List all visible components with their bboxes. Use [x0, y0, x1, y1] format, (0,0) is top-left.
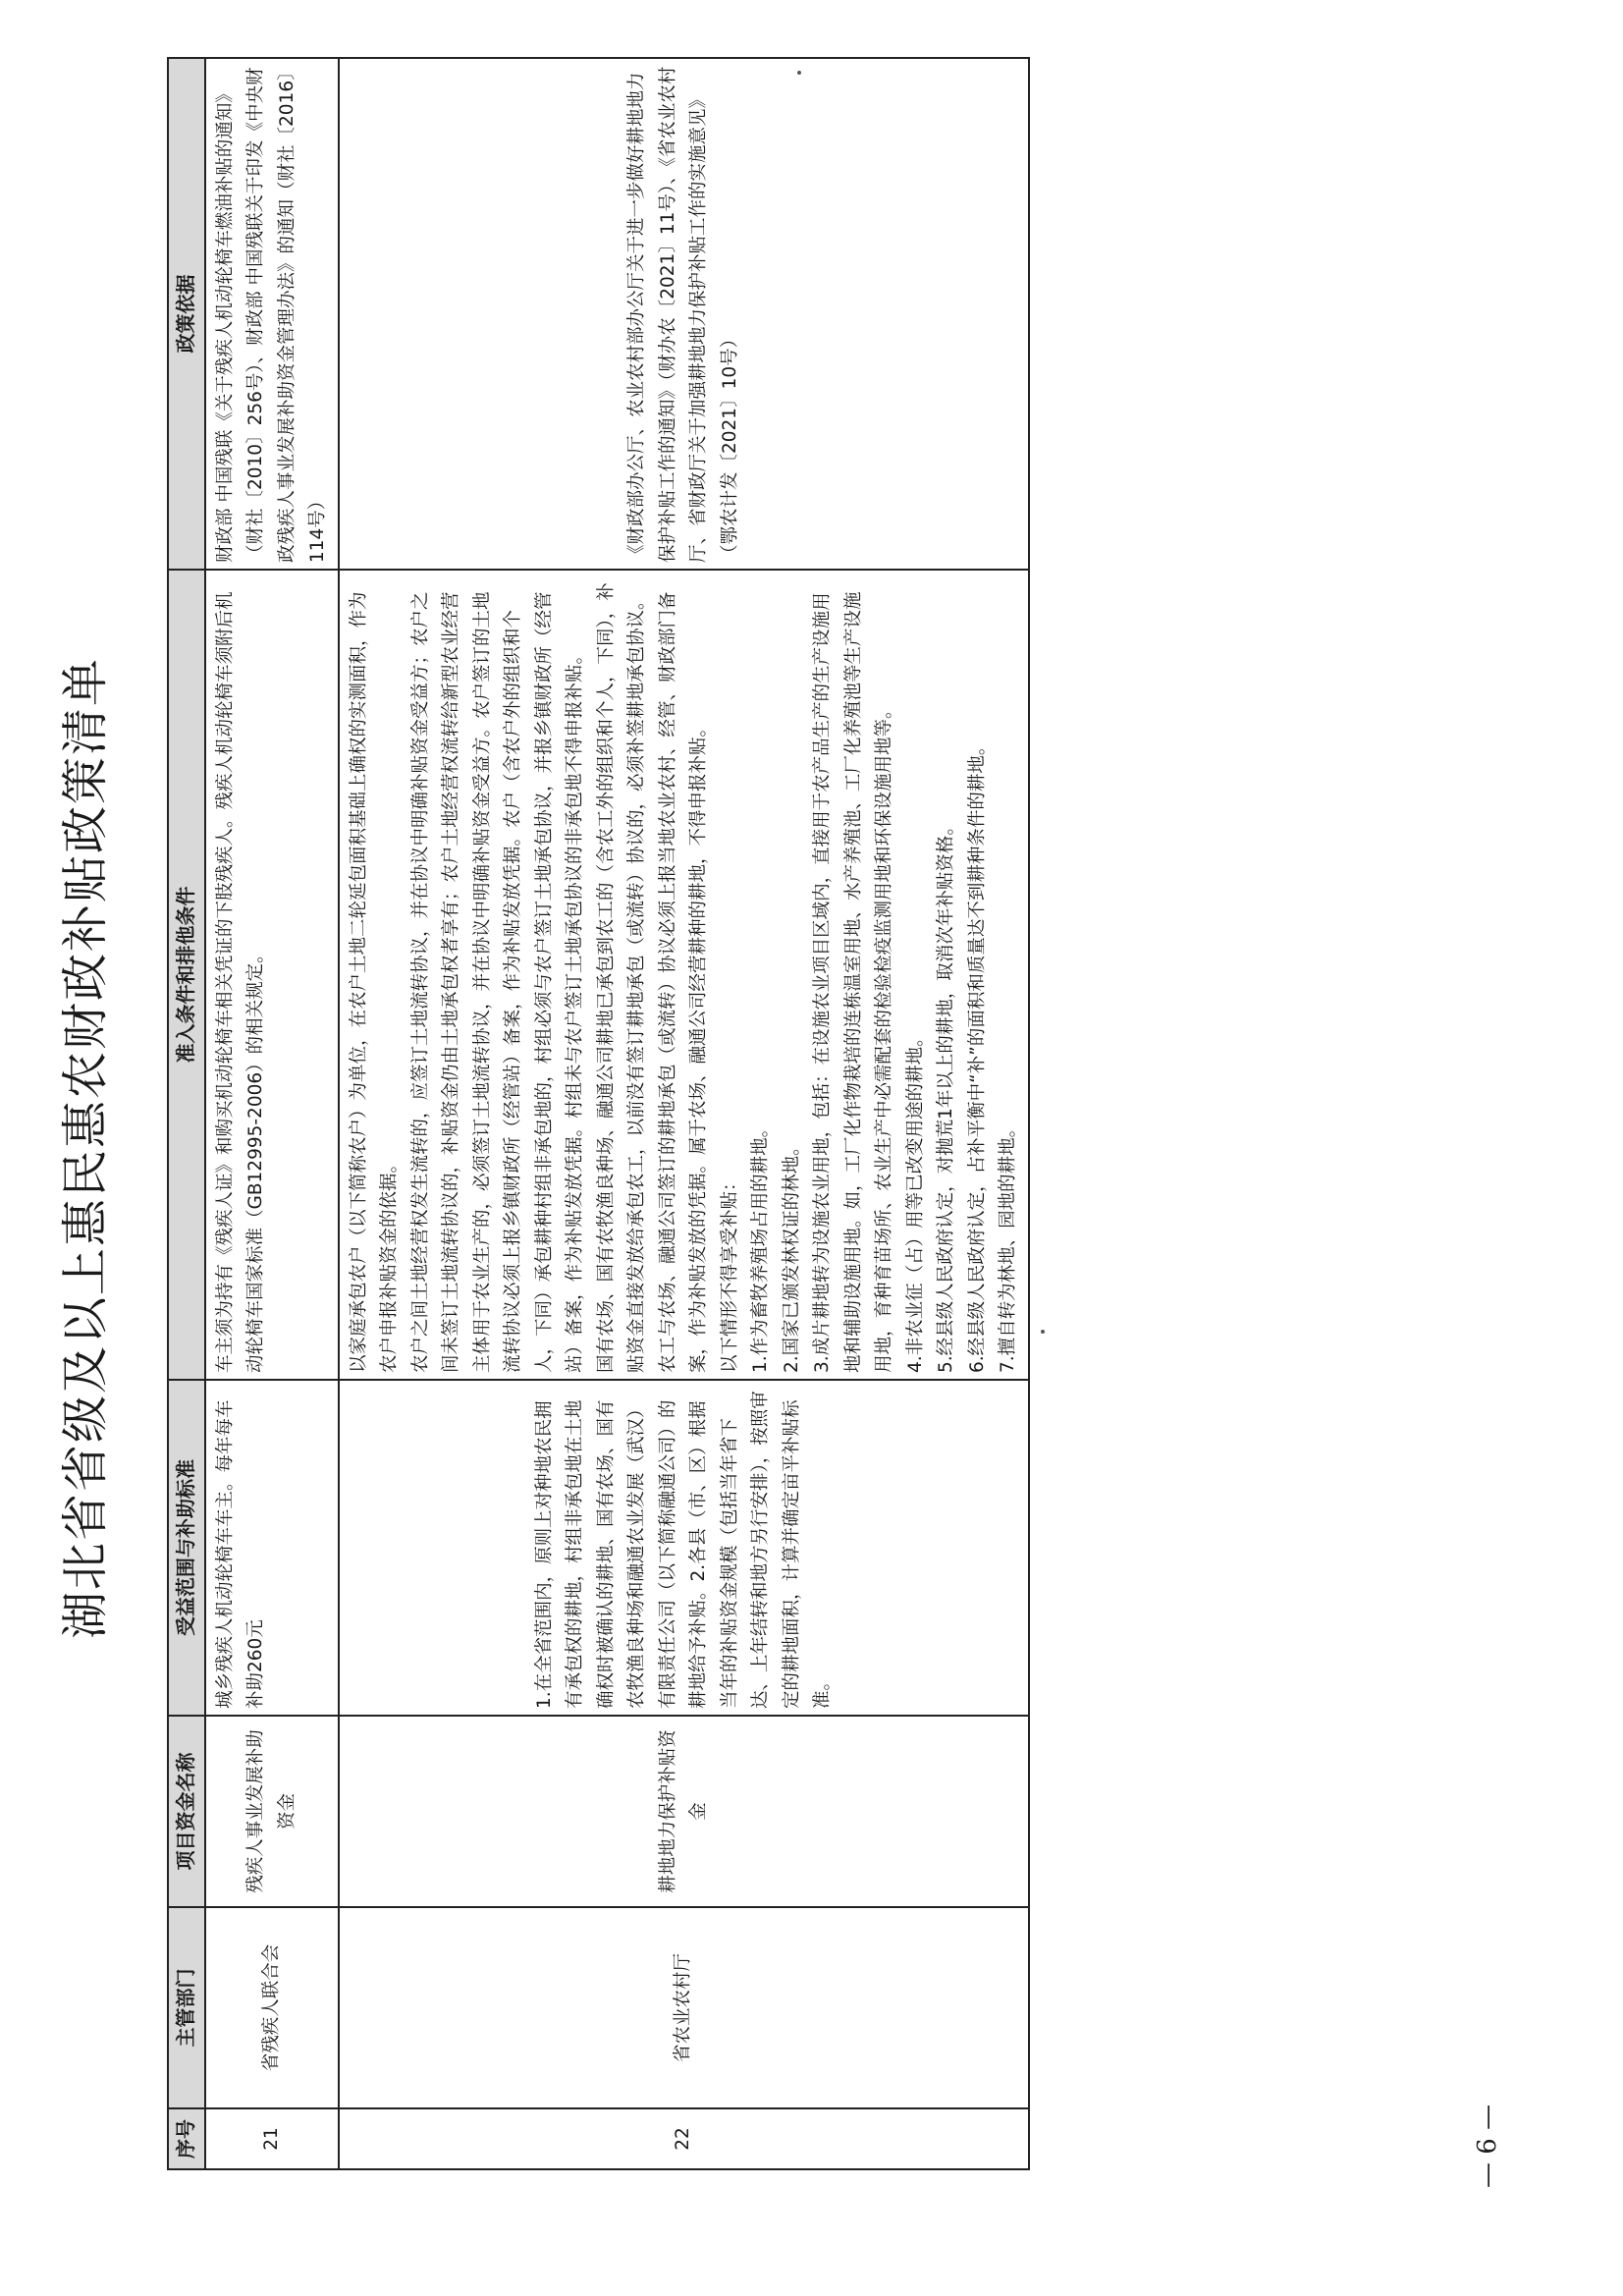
header-scope: 受益范围与补助标准 — [168, 1380, 205, 1716]
page-title: 湖北省省级及以上惠民惠农财政补贴政策清单 — [58, 657, 113, 1640]
condition-line: 4.非农业征（占）用等已改变用途的耕地。 — [904, 1028, 926, 1373]
table-row — [205, 58, 339, 2169]
row-seq: 21 — [205, 2108, 339, 2169]
row-basis: 《财政部办公厅、农业农村部办公厅关于进一步做好耕地地力保护补贴工作的通知》（财办农〔2021〕11号）、《省农业农村厅、省财政厅关于加强耕地地力保护补贴工作的实施意见》（鄂农计发〔2021〕10号） — [339, 58, 1029, 570]
row-scope: 1.在全省范围内，原则上对种地农民拥有承包权的耕地，村组非承包地在土地确权时被确认的耕地、国有农场、国有农牧渔良种场和融通农业发展（武汉）有限责任公司（以下简称融通公司）的耕地给予补贴。2.各县（市、区）根据当年的补贴资金规模（包括当年省下达、上年结转和地方另行安排），按照审定的耕地面积，计算并确定亩平补贴标准。 — [339, 1380, 1029, 1716]
header-dept: 主管部门 — [168, 1907, 205, 2108]
condition-line: 7.擅自转为林地、园地的耕地。 — [998, 1119, 1018, 1373]
header-seq: 序号 — [168, 2108, 205, 2169]
policy-table — [167, 57, 1030, 2170]
condition-line: 6.经县级人民政府认定，占补平衡中“补”的面积和质量达不到耕种条件的耕地。 — [966, 737, 988, 1373]
row-dept: 省农业农村厅 — [339, 1907, 1029, 2108]
table-row — [339, 58, 1029, 2169]
scan-speck — [797, 71, 801, 75]
table-header-row — [168, 58, 205, 2169]
header-conditions: 准入条件和排他条件 — [168, 570, 205, 1380]
condition-line: 1.作为畜牧养殖场占用的耕地。 — [750, 1119, 771, 1373]
scan-speck — [1041, 1330, 1045, 1334]
condition-line: 车主须为持有《残疾人证》和购买机动轮椅车相关凭证的下肢残疾人。残疾人机动轮椅车须附后机动轮椅车国家标准（GB12995-2006）的相关规定。 — [214, 591, 266, 1373]
row-seq: 22 — [339, 2108, 1029, 2169]
page-number: — 6 — — [1473, 2104, 1502, 2188]
row-conditions — [205, 570, 339, 1380]
condition-line: 2.国家已颁发林权证的林地。 — [781, 1137, 802, 1373]
condition-line: 以下情形不得享受补贴： — [719, 1173, 740, 1373]
row-scope: 城乡残疾人机动轮椅车车主。每年每车补助260元 — [205, 1380, 339, 1716]
row-dept: 省残疾人联合会 — [205, 1907, 339, 2108]
condition-line: 农户之间土地经营权发生流转的，应签订土地流转协议，并在协议中明确补贴资金受益方；农户之间未签订土地流转协议的，补贴资金仍由土地承包权者享有；农户土地经营权流转给新型农业经营主体用于农业生产的，必须签订土地流转协议，并在协议中明确补贴资金受益方。农户签订的土地流转协议必须上报乡镇财政所（经管站）备案，作为补贴发放凭据。农户（含农户外的组织和个人，下同）承包耕种村组非承包地的，村组必须与农户签订土地承包协议，并报乡镇财政所（经管站）备案，作为补贴发放凭据。村组未与农户签订土地承包协议的非承包地不得申报补贴。 — [409, 591, 585, 1373]
header-project: 项目资金名称 — [168, 1716, 205, 1907]
row-basis: 财政部 中国残联《关于残疾人机动轮椅车燃油补贴的通知》（财社〔2010〕256号）、财政部 中国残联关于印发《中央财政残疾人事业发展补助资金管理办法》的通知（财社〔2016〕114号） — [205, 58, 339, 570]
condition-line: 3.成片耕地转为设施农业用地，包括：在设施农业项目区域内，直接用于农产品生产的生产设施用地和辅助设施用地。如，工厂化作物栽培的连栋温室用地、水产养殖池、工厂化养殖池等生产设施用地，育种育苗场所、农业生产中必需配套的检验检疫监测用地和环保设施用地等。 — [812, 591, 894, 1373]
condition-line: 国有农场、国有农牧渔良种场、融通公司耕地已承包到农工的（含农工外的组织和个人，下同），补贴资金直接发放给承包农工，以前没有签订耕地承包（或流转）协议的，必须补签耕地承包协议。农工与农场、融通公司签订的耕地承包（或流转）协议必须上报当地农业农村、经管、财政部门备案，作为补贴发放的凭据。属于农场、融通公司经营耕种的耕地，不得申报补贴。 — [595, 582, 709, 1373]
header-basis: 政策依据 — [168, 58, 205, 570]
row-project: 残疾人事业发展补助资金 — [205, 1716, 339, 1907]
condition-line: 5.经县级人民政府认定，对抛荒1年以上的耕地，取消次年补贴资格。 — [936, 817, 956, 1373]
row-conditions — [339, 570, 1029, 1380]
row-project: 耕地地力保护补贴资金 — [339, 1716, 1029, 1907]
condition-line: 以家庭承包农户（以下简称农户）为单位，在农户土地二轮延包面积基础上确权的实测面积，作为农户申报补贴资金的依据。 — [348, 591, 400, 1373]
